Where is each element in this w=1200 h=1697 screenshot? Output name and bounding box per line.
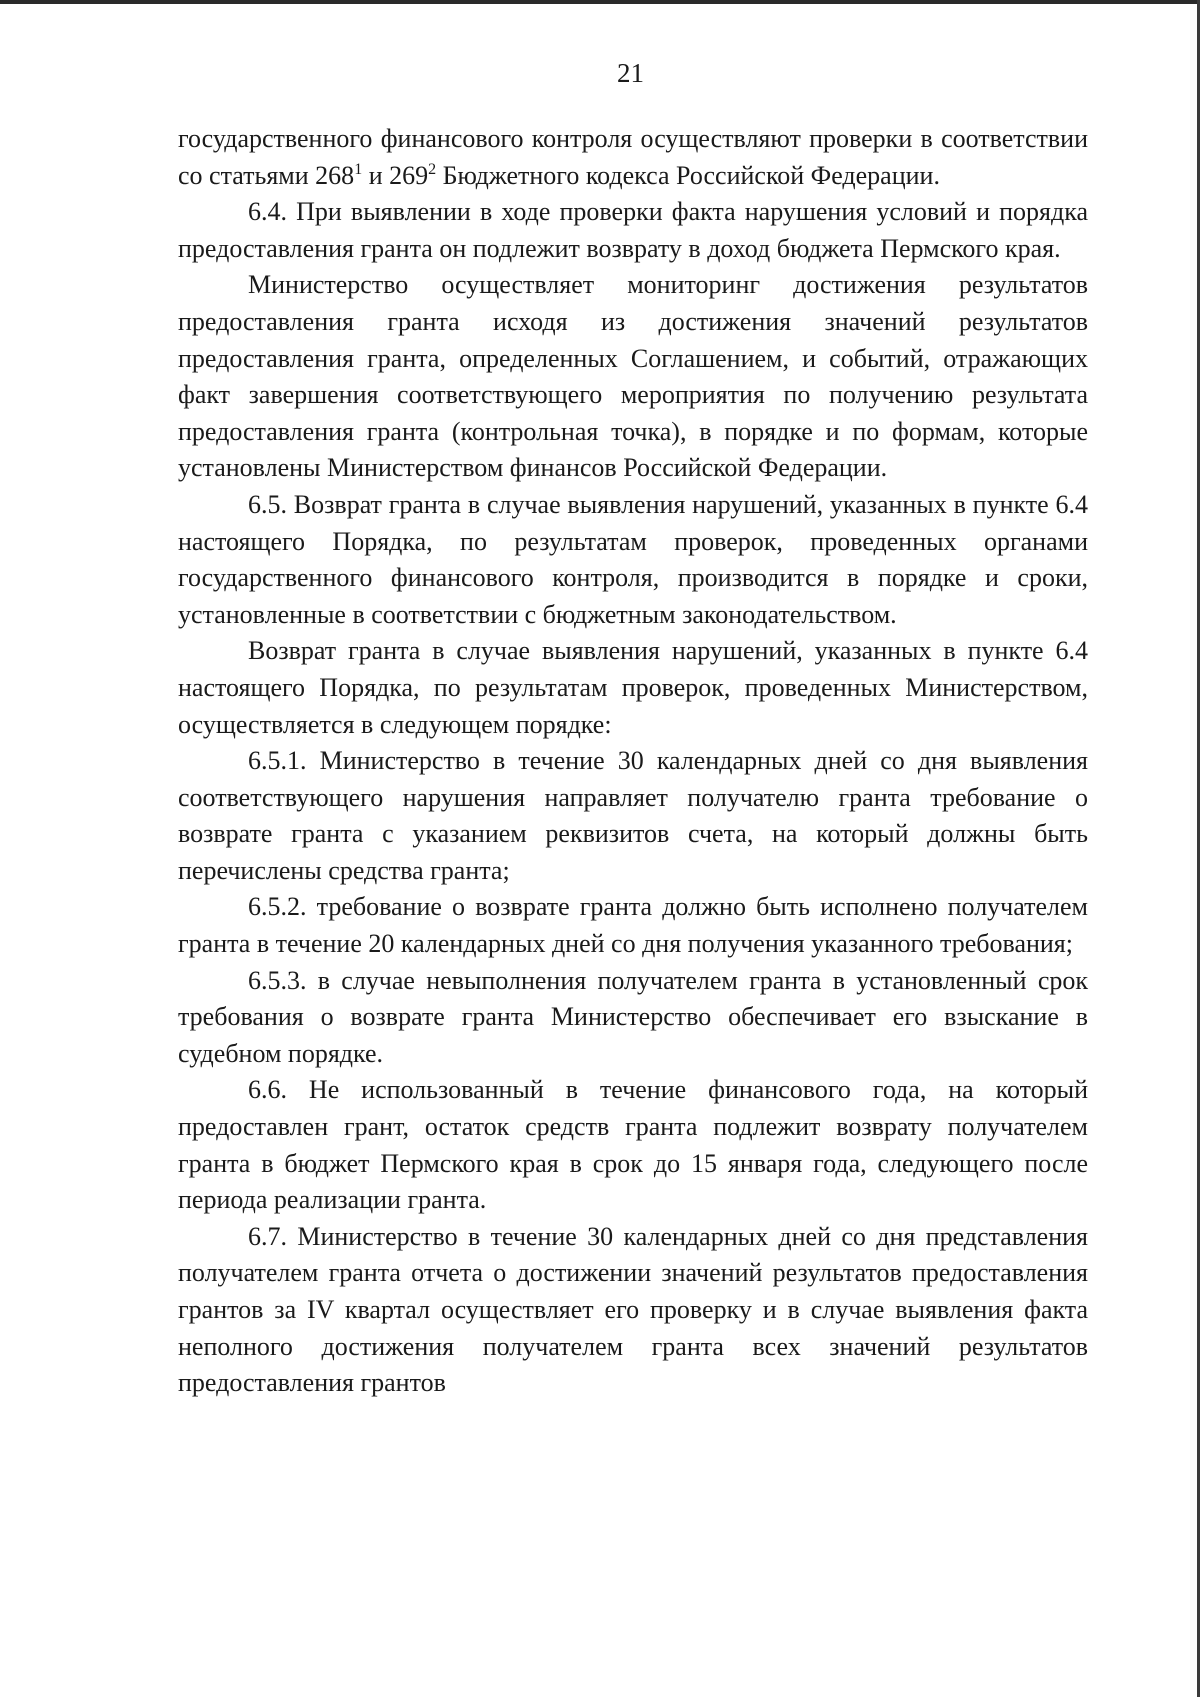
page-number: 21 — [617, 58, 644, 88]
paragraph-return-procedure: Возврат гранта в случае выявления нарушений, указанных в пункте 6.4 настоящего Порядка, по результатам проверок, проведенных Министерством, осуществляется в следующем порядке: — [178, 636, 1088, 739]
superscript: 1 — [354, 160, 363, 178]
paragraph-6-5: 6.5. Возврат гранта в случае выявления нарушений, указанных в пункте 6.4 настоящего Порядка, по результатам проверок, проведенных органами государственного финансового контроля, производится в порядке и сроки, установленные в соответствии с бюджетным законодательством. — [178, 489, 1088, 629]
paragraph-continuation — [178, 121, 1088, 194]
paragraph-6-6: 6.6. Не использованный в течение финансового года, на который предоставлен грант, остаток средств гранта подлежит возврату получателем гранта в бюджет Пермского края в срок до 15 января года, следующего после периода реализации гранта. — [178, 1075, 1088, 1215]
paragraph-text: и 269 — [362, 160, 429, 190]
scan-edge-top — [0, 0, 1200, 4]
paragraph-6-4: 6.4. При выявлении в ходе проверки факта нарушения условий и порядка предоставления гранта он подлежит возврату в доход бюджета Пермского края. — [178, 197, 1088, 263]
paragraph-6-5-2: 6.5.2. требование о возврате гранта должно быть исполнено получателем гранта в течение 20 календарных дней со дня получения указанного требования; — [178, 892, 1088, 959]
paragraph-text: государственного финансового контроля осуществляют проверки в соответствии со статьями 268 — [178, 124, 1088, 190]
paragraph-monitoring: Министерство осуществляет мониторинг достижения результатов предоставления гранта исходя из достижения значений результатов предоставления гранта, определенных Соглашением, и событий, отражающих факт завершения соответствующего мероприятия по получению результата предоставления гранта (контрольная точка), в порядке и по формам, которые установлены Министерством финансов Российской Федерации. — [178, 270, 1088, 483]
paragraph-text: Бюджетного кодекса Российской Федерации. — [436, 160, 940, 190]
superscript: 2 — [428, 160, 437, 178]
body-text — [178, 121, 1088, 1402]
paragraph-6-5-3: 6.5.3. в случае невыполнения получателем гранта в установленный срок требования о возврате гранта Министерство обеспечивает его взыскание в судебном порядке. — [178, 965, 1088, 1068]
paragraph-6-5-1: 6.5.1. Министерство в течение 30 календарных дней со дня выявления соответствующего нарушения направляет получателю гранта требование о возврате гранта с указанием реквизитов счета, на который должны быть перечислены средства гранта; — [178, 746, 1088, 885]
paragraph-6-7: 6.7. Министерство в течение 30 календарных дней со дня представления получателем гранта отчета о достижении значений результатов предоставления грантов за IV квартал осуществляет его проверку и в случае выявления факта неполного достижения получателем гранта всех значений результатов предоставления грантов — [178, 1221, 1088, 1398]
